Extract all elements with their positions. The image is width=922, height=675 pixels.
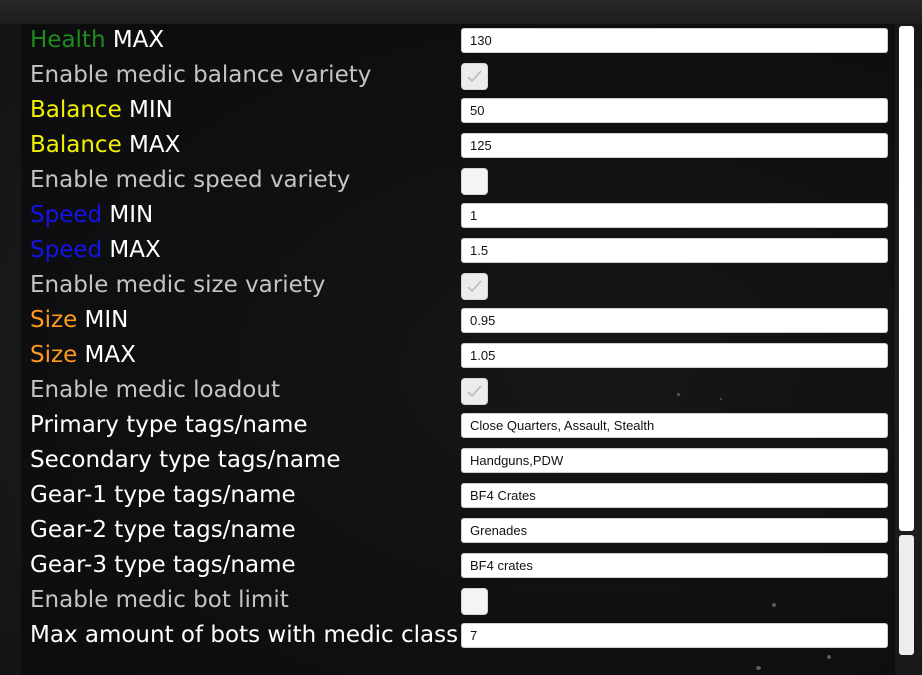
setting-label-highlight: Speed: [30, 202, 103, 228]
setting-label: [30, 374, 462, 409]
settings-row: [21, 549, 895, 584]
setting-label-highlight: Size: [30, 342, 78, 368]
setting-label: [30, 129, 462, 164]
top-bar: [0, 0, 922, 24]
settings-row: [21, 514, 895, 549]
setting-value-input[interactable]: [461, 413, 888, 438]
settings-row: [21, 339, 895, 374]
setting-label-text: Enable medic size variety: [30, 272, 326, 298]
settings-row: [21, 619, 895, 654]
setting-label: [30, 514, 462, 549]
setting-label: [30, 584, 462, 619]
setting-label-text: Secondary type tags/name: [30, 447, 341, 473]
setting-value-input[interactable]: [461, 98, 888, 123]
setting-checkbox[interactable]: [461, 378, 488, 405]
setting-label-suffix: MAX: [102, 237, 161, 263]
settings-row: [21, 374, 895, 409]
setting-checkbox[interactable]: [461, 273, 488, 300]
settings-row: [21, 409, 895, 444]
background-speck: [756, 666, 761, 670]
setting-label: [30, 619, 462, 654]
setting-label: [30, 304, 462, 339]
setting-label-text: Enable medic bot limit: [30, 587, 289, 613]
setting-value-input[interactable]: [461, 553, 888, 578]
checkmark-icon: [466, 279, 483, 294]
setting-checkbox[interactable]: [461, 588, 488, 615]
setting-label: [30, 94, 462, 129]
settings-row: [21, 304, 895, 339]
setting-value-input[interactable]: [461, 518, 888, 543]
scrollbar-thumb[interactable]: [899, 26, 914, 531]
setting-label-highlight: Size: [30, 307, 78, 333]
settings-row: [21, 234, 895, 269]
setting-label: [30, 339, 462, 374]
setting-checkbox[interactable]: [461, 168, 488, 195]
settings-row: [21, 59, 895, 94]
setting-label-suffix: MIN: [77, 307, 129, 333]
settings-row: [21, 94, 895, 129]
setting-label: [30, 164, 462, 199]
checkmark-icon: [466, 384, 483, 399]
settings-row: [21, 584, 895, 619]
setting-value-input[interactable]: [461, 448, 888, 473]
setting-value-input[interactable]: [461, 238, 888, 263]
setting-label-text: Gear-2 type tags/name: [30, 517, 296, 543]
checkmark-icon: [466, 69, 483, 84]
setting-value-input[interactable]: [461, 133, 888, 158]
medic-settings-panel: [21, 24, 895, 675]
setting-label-suffix: MAX: [77, 342, 136, 368]
background-speck: [827, 655, 831, 659]
settings-row: [21, 479, 895, 514]
setting-label: [30, 479, 462, 514]
settings-row: [21, 129, 895, 164]
setting-label-text: Enable medic balance variety: [30, 62, 372, 88]
setting-label: [30, 24, 462, 59]
setting-label: [30, 409, 462, 444]
setting-label: [30, 234, 462, 269]
background-speck: [677, 393, 680, 396]
setting-label: [30, 59, 462, 94]
setting-value-input[interactable]: [461, 483, 888, 508]
setting-label-text: Enable medic loadout: [30, 377, 280, 403]
setting-label-highlight: Health: [30, 27, 106, 53]
setting-value-input[interactable]: [461, 203, 888, 228]
setting-label-suffix: MAX: [121, 132, 181, 158]
background-speck: [772, 603, 776, 607]
setting-label-suffix: MAX: [105, 27, 165, 53]
setting-label-highlight: Speed: [30, 237, 103, 263]
setting-value-input[interactable]: [461, 343, 888, 368]
settings-row: [21, 444, 895, 479]
setting-label-text: Primary type tags/name: [30, 412, 308, 438]
settings-row: [21, 269, 895, 304]
setting-label: [30, 549, 462, 584]
setting-value-input[interactable]: [461, 28, 888, 53]
setting-label: [30, 444, 462, 479]
settings-row: [21, 24, 895, 59]
setting-label-text: Gear-3 type tags/name: [30, 552, 296, 578]
setting-label-highlight: Balance: [30, 132, 122, 158]
settings-row: [21, 199, 895, 234]
setting-label-highlight: Balance: [30, 97, 122, 123]
setting-label-text: Enable medic speed variety: [30, 167, 351, 193]
setting-value-input[interactable]: [461, 623, 888, 648]
setting-label-suffix: MIN: [121, 97, 173, 123]
background-speck: [720, 398, 722, 400]
setting-label: [30, 269, 462, 304]
setting-label-suffix: MIN: [102, 202, 154, 228]
setting-label-text: Gear-1 type tags/name: [30, 482, 296, 508]
scrollbar-track-lower[interactable]: [899, 535, 914, 655]
setting-label: [30, 199, 462, 234]
settings-row: [21, 164, 895, 199]
setting-label-text: Max amount of bots with medic class: [30, 622, 459, 648]
setting-value-input[interactable]: [461, 308, 888, 333]
setting-checkbox[interactable]: [461, 63, 488, 90]
